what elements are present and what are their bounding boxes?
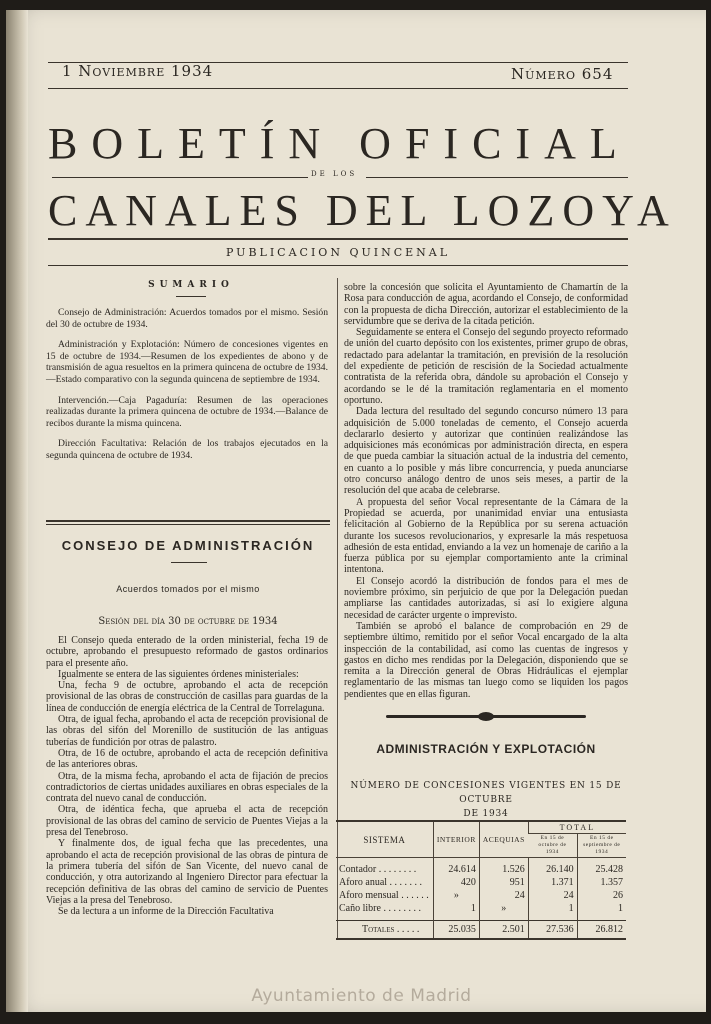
date-rule	[48, 88, 628, 89]
cell-total-oct: 1.371	[528, 876, 577, 889]
consejo-paragraph: Una, fecha 9 de octubre, aprobando el acta de recepción provisional de las obras de construcción de casillas para guardas de la línea de conducción de energía eléctrica de la Central de Torrelaguna.	[46, 680, 328, 714]
total-sep: 26.812	[577, 921, 626, 940]
col-header-total-oct: En 15 de octubre de 1934	[528, 834, 577, 858]
consejo-paragraph: Otra, de la misma fecha, aprobando el acta de fijación de precios contradictorios de ciertas unidades auxiliares en obras especiales de la contrata del nuevo canal de conducción.	[46, 770, 328, 805]
cell-acequias: 951	[479, 876, 528, 889]
masthead-title-line1: BOLETÍN OFICIAL	[48, 119, 631, 168]
cell-acequias: 1.526	[479, 858, 528, 877]
col-header-interior: INTERIOR	[433, 821, 479, 858]
right-paragraph: También se aprobó el balance de comprobación en 29 de septiembre último, remitido por el señor Vocal encargado de la alta inspección de la contabilidad, así como las cuentas de ingresos y gastos en dicho mes rendidas por la Delegación, disponiendo que se remita a la Dirección general de Obras Hidráulicas el ejemplar reglamentario de las mismas tan luego como se liquiden los pagos pendientes que en ellas figuran.	[344, 620, 628, 700]
right-paragraph: El Consejo acordó la distribución de fondos para el mes de noviembre próximo, sin perjuicio de que por la Delegación puedan ampliarse las cantidades autorizadas, si así lo exigiere alguna necesidad de carácter urgente o imprevisto.	[344, 575, 628, 621]
sumario-item: Intervención.—Caja Pagaduría: Resumen de las operaciones realizadas durante la primera quincena de octubre de 1934.—Balance de recibos durante la misma quincena.	[46, 394, 328, 429]
consejo-body	[46, 635, 328, 917]
total-interior: 25.035	[433, 921, 479, 940]
issue-number: Número 654	[511, 65, 614, 83]
cell-total-sep: 1	[577, 902, 626, 921]
ornament-center	[478, 712, 494, 721]
subtitle-rule	[48, 265, 628, 266]
right-column-body	[344, 282, 628, 700]
cell-total-sep: 26	[577, 889, 626, 902]
row-label: Caño libre	[339, 903, 381, 914]
de-los-rule-left	[52, 177, 308, 178]
consejo-paragraph: Igualmente se entera de las siguientes órdenes ministeriales:	[58, 668, 299, 680]
consejo-title-underline	[171, 562, 207, 563]
right-paragraph: Seguidamente se entera el Consejo del segundo proyecto reformado de unión del cuarto depósito con los existentes, primer grupo de obras, redactado para adelantar la tramitación, en previsión de la resolución del expediente de petición de rescisión de la Sociedad actualmente contratista de la referida obra, dándole su aprobación el Consejo y acordando se le dé la tramitación reglamentaria en el momento oportuno.	[344, 327, 628, 406]
right-paragraph: Dada lectura del resultado del segundo concurso número 13 para adquisición de 5.000 toneladas de cemento, el Consejo acuerda declararlo desierto y autorizar que continúen realizándose las adquisiciones más económicas por administración directa, en espera de que pueda cambiar la situación actual de la industria del cemento, en cuanto a lo posible y más libre concurrencia, y pueda anunciarse otro concurso análogo dentro de unos seis meses, a partir de la resolución del que acaba de celebrarse.	[344, 406, 628, 497]
consejo-subtitle: Acuerdos tomados por el mismo	[116, 584, 260, 594]
table-row: Aforo mensual . . . . . . » 24 24 26	[336, 889, 626, 902]
right-paragraph: sobre la concesión que solicita el Ayuntamiento de Chamartín de la Rosa para conducción de agua, acordando el Consejo, de conformidad con la propuesta de dicha Dirección, autorizar el establecimiento de la servidumbre que se deriva de la citada petición.	[344, 282, 628, 327]
sumario-end-rule	[46, 520, 330, 522]
consejo-section-title: CONSEJO DE ADMINISTRACIÓN	[61, 538, 315, 553]
sumario-item: Dirección Facultativa: Relación de los trabajos ejecutados en la segunda quincena de octubre de 1934.	[46, 438, 328, 461]
col-header-total: TOTAL	[528, 821, 626, 834]
col-header-acequias: ACEQUIAS	[479, 821, 528, 858]
cell-total-oct: 24	[528, 889, 577, 902]
totals-label: Totales	[362, 924, 395, 935]
cell-acequias: 24	[479, 889, 528, 902]
total-acequias: 2.501	[479, 921, 528, 940]
consejo-paragraph: Y finalmente dos, de igual fecha que las precedentes, una aprobando el acta de recepción provisional de las obras de pintura de la primera tubería del sifón de San Vicente, del nuevo canal de conducción, y otra autorizando al Ingeniero Director para efectuar la recepción definitiva de las obras del camino de servicio de Puentes Viejas a la presa del Tenebroso.	[46, 838, 328, 906]
masthead-title-line2: CANALES DEL LOZOYA	[48, 186, 677, 235]
de-los-rule-right	[366, 177, 628, 178]
right-paragraph: A propuesta del señor Vocal representante de la Cámara de la Propiedad se acuerda, por unanimidad enviar una entusiasta felicitación al Gobierno de la República por su serena actuación durante los sucesos revolucionarios, y expresarle la más respetuosa adhesión de esta entidad, enviando a la vez un homenaje de cariño a la fuerza pública por su ejemplar comportamiento ante la criminal intentona.	[344, 496, 628, 576]
archive-watermark: Ayuntamiento de Madrid	[251, 986, 472, 1006]
cell-total-sep: 25.428	[577, 858, 626, 877]
consejo-paragraph: Otra, de idéntica fecha, que aprueba el acta de recepción provisional de las obras del camino de servicio de Puentes Viejas a la presa del Tenebroso.	[46, 804, 328, 839]
sumario-end-rule-thin	[46, 524, 330, 525]
concessions-table	[336, 820, 626, 940]
masthead-rule	[48, 238, 628, 240]
publication-frequency: PUBLICACION QUINCENAL	[225, 246, 451, 259]
table-row: Aforo anual . . . . . . . 420 951 1.371 1.357	[336, 876, 626, 889]
row-label: Contador	[339, 864, 377, 875]
sumario-item: Consejo de Administración: Acuerdos tomados por el mismo. Sesión del 30 de octubre de 1934.	[46, 307, 328, 330]
sumario-heading: SUMARIO	[148, 280, 234, 290]
issue-date: 1 Noviembre 1934	[62, 62, 214, 80]
page-spine-shadow	[6, 10, 28, 1012]
table-total-row: Totales . . . . . 25.035 2.501 27.536 26.812	[336, 921, 626, 940]
cell-interior: 24.614	[433, 858, 479, 877]
col-header-total-sep: En 15 de septiembre de 1934	[577, 834, 626, 858]
total-oct: 27.536	[528, 921, 577, 940]
sumario-item: Administración y Explotación: Número de concesiones vigentes en 15 de octubre de 1934.—Resumen de los expedientes de abono y de transmisión de agua resueltos en la primera quincena de octubre de 1934.—Estado comparativo con la segunda quincena de septiembre de 1934.	[46, 339, 328, 385]
row-label: Aforo anual	[339, 877, 388, 888]
newspaper-page	[6, 10, 706, 1012]
admin-section-title: ADMINISTRACIÓN Y EXPLOTACIÓN	[376, 742, 596, 756]
cell-total-oct: 26.140	[528, 858, 577, 877]
consejo-paragraph: Otra, de igual fecha, aprobando el acta de recepción provisional de las obras del sifón del Morenillo de sustitución de las antiguas tuberías de fundición por otras de palastro.	[46, 714, 328, 748]
session-date: Sesión del día 30 de octubre de 1934	[98, 616, 278, 627]
table-caption-line1: NÚMERO DE CONCESIONES VIGENTES EN 15 DE OCTUBRE	[350, 781, 622, 805]
table-row: Caño libre . . . . . . . . 1 » 1 1	[336, 902, 626, 921]
cell-acequias: »	[479, 902, 528, 921]
consejo-paragraph: Se da lectura a un informe de la Dirección Facultativa	[58, 906, 274, 918]
row-label: Aforo mensual	[339, 890, 399, 901]
cell-interior: 1	[433, 902, 479, 921]
table-caption	[344, 779, 628, 821]
cell-total-oct: 1	[528, 902, 577, 921]
masthead-de-los: DE LOS	[311, 170, 358, 178]
consejo-paragraph: El Consejo queda enterado de la orden ministerial, fecha 19 de octubre, aprobando el presupuesto reformado de gastos ordinarios para el presente año.	[46, 635, 328, 669]
cell-interior: »	[433, 889, 479, 902]
table-caption-line2: DE 1934	[463, 809, 509, 819]
sumario-list	[46, 307, 328, 471]
sumario-underline	[176, 296, 206, 297]
col-header-sistema: SISTEMA	[336, 821, 433, 858]
consejo-paragraph: Otra, de 16 de octubre, aprobando el acta de recepción definitiva de las anteriores obras.	[46, 747, 328, 771]
table-row: Contador . . . . . . . . 24.614 1.526 26.140 25.428	[336, 858, 626, 877]
cell-total-sep: 1.357	[577, 876, 626, 889]
cell-interior: 420	[433, 876, 479, 889]
